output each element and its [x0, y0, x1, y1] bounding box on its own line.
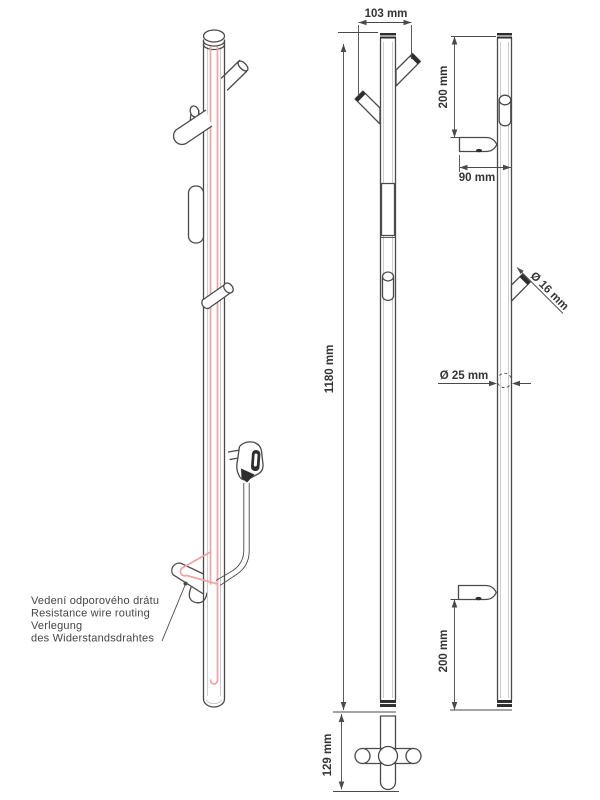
dim-top-hook-offset [438, 37, 496, 138]
wire-routing-annotation [31, 582, 188, 645]
dim-hook-diameter [517, 268, 571, 314]
panel-slot-3d [189, 186, 204, 243]
panel-slot-front [382, 184, 395, 236]
dim-top-hook-offset-label: 200 mm [438, 65, 450, 109]
pole-side-edges [498, 38, 512, 700]
dim-tube-diameter-label: Ø 25 mm [439, 370, 489, 382]
pole-3d-highlight [208, 47, 221, 696]
dim-top-width-label: 103 mm [364, 8, 408, 20]
dim-total-height [324, 33, 396, 713]
dim-top-width [359, 8, 412, 96]
pole-3d-bottom-cap-inner [207, 700, 222, 704]
hook-left-3d [174, 105, 212, 145]
peg-front [383, 272, 394, 301]
power-plug [216, 442, 263, 586]
dim-hook-length-label: 90 mm [458, 172, 496, 184]
base-cross [355, 716, 421, 790]
annotation-line-cs: Vedení odporového drátu [31, 595, 160, 607]
dim-tube-diameter [438, 370, 531, 388]
pole-front-edges [381, 38, 396, 700]
pole-3d-top-cap [204, 30, 225, 42]
perspective-view [31, 30, 263, 707]
front-view [322, 8, 421, 792]
hook-top-right-3d [222, 59, 250, 90]
annotation-line-de-1: Verlegung [31, 620, 83, 632]
side-view [438, 33, 571, 710]
peg-3d [202, 281, 235, 308]
dim-base-length-label: 129 mm [322, 733, 334, 777]
annotation-line-de-2: des Widerstandsdrahtes [31, 632, 155, 645]
peg-side [499, 95, 511, 126]
dim-hook-diameter-label: Ø 16 mm [527, 269, 571, 313]
dim-hook-length [459, 155, 511, 184]
leader-dot [184, 582, 188, 586]
annotation-line-en: Resistance wire routing [31, 607, 150, 620]
dim-bottom-hook-offset-label: 200 mm [438, 629, 450, 673]
dim-total-height-label: 1180 mm [324, 344, 336, 394]
